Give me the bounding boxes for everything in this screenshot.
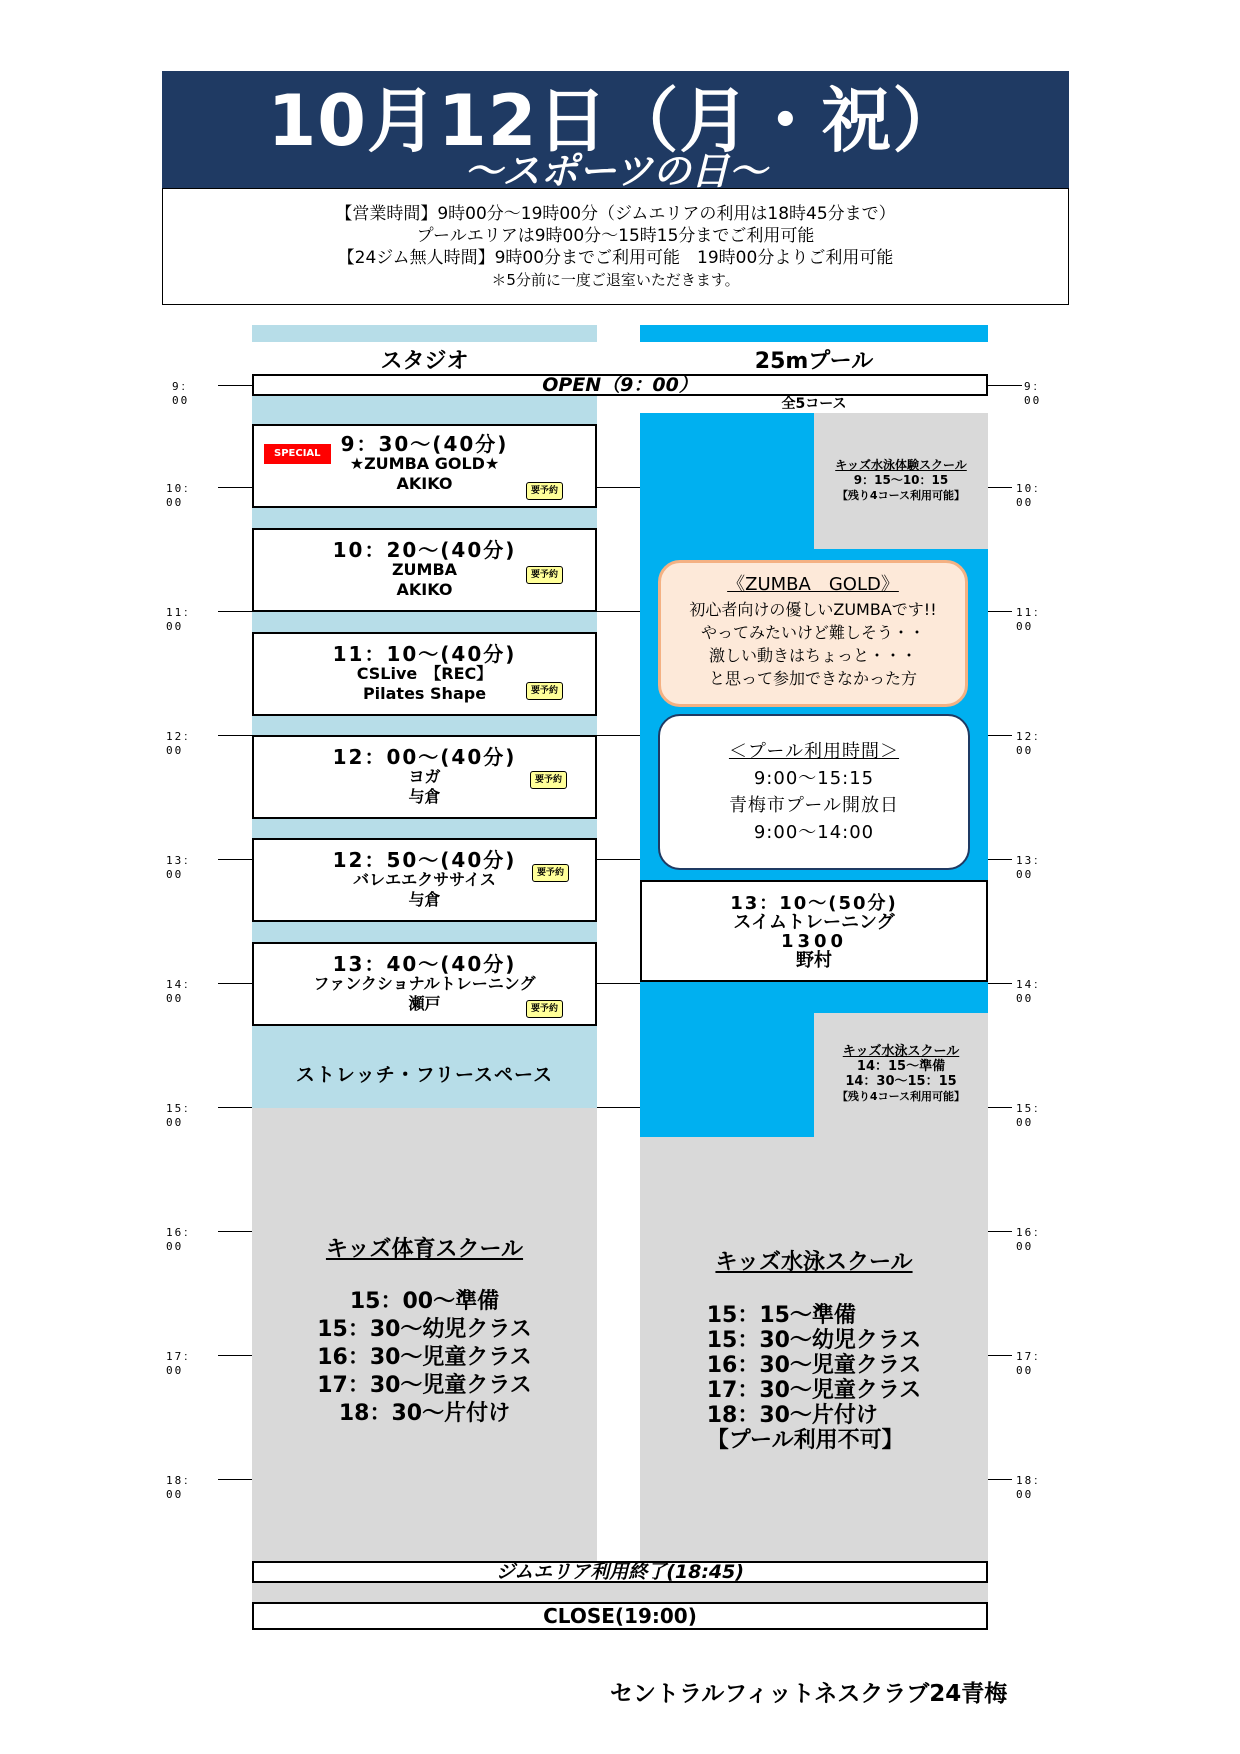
kids-swim-block: [640, 1250, 988, 1453]
reservation-badge: 要予約: [526, 566, 563, 584]
pool-head-bar: [640, 325, 988, 342]
kids-trial-time: 9：15～10：15: [853, 473, 949, 487]
class-instructor: 与倉: [408, 890, 441, 909]
zumba-gold-promo: [658, 560, 968, 707]
class-box-functional[interactable]: [252, 942, 597, 1026]
info-line-1: 【営業時間】9時00分～19時00分（ジムエリアの利用は18時45分まで）: [335, 204, 896, 224]
tick-line: [218, 859, 252, 860]
class-time: 13：40～(40分): [332, 952, 517, 976]
tick-line: [218, 1479, 252, 1480]
class-time: 10：20～(40分): [332, 538, 517, 562]
business-hours-info: [162, 188, 1069, 305]
time-label: 12：00: [1016, 730, 1047, 757]
class-box-zumba-gold[interactable]: [252, 424, 597, 508]
kids-gym-line: 15：30～幼児クラス: [317, 1317, 532, 1342]
swim-time: 13：10～(50分): [730, 893, 898, 914]
class-instructor: 瀬戸: [408, 994, 441, 1013]
reservation-badge: 要予約: [530, 771, 567, 789]
studio-column-title: スタジオ: [380, 349, 469, 374]
promo-line: と思って参加できなかった方: [708, 669, 917, 688]
time-label: 12：00: [166, 730, 197, 757]
tick-line: [218, 1107, 252, 1108]
class-time: 12：00～(40分): [332, 745, 517, 769]
tick-line: [988, 1107, 1012, 1108]
swim-name: スイムトレーニング: [733, 912, 895, 933]
class-instructor: Pilates Shape: [362, 684, 487, 703]
class-name: ファンクショナルトレーニング: [313, 974, 536, 993]
class-instructor: AKIKO: [396, 474, 453, 493]
reservation-badge: 要予約: [532, 864, 569, 882]
time-label: 9：00: [1024, 380, 1046, 407]
tick-line: [988, 1479, 1012, 1480]
kids-gym-line: 18：30～片付け: [338, 1401, 511, 1426]
grid-line: [597, 983, 640, 984]
time-label: 10：00: [1016, 482, 1047, 509]
pool-hours-line: 青梅市プール開放日: [728, 795, 900, 816]
kids-swim-short-block: [814, 1044, 988, 1104]
kids-swim-line: 16：30～児童クラス: [706, 1353, 922, 1378]
grid-line: [597, 611, 640, 612]
kids-swim-line: 15：15～準備: [706, 1303, 856, 1328]
special-badge: SPECIAL: [264, 444, 331, 464]
pool-hours-title: ＜プール利用時間＞: [728, 741, 900, 762]
tick-line: [988, 1231, 1012, 1232]
swim-distance: 1300: [780, 931, 848, 952]
pool-lane-lower-left: [640, 1013, 814, 1137]
tick-line: [988, 1355, 1012, 1356]
kids-swim-title: キッズ水泳スクール: [715, 1250, 913, 1275]
reservation-badge: 要予約: [526, 482, 563, 500]
pool-column-title: 25mプール: [754, 349, 874, 374]
class-box-yoga[interactable]: [252, 735, 597, 819]
pool-hours-line: 9:00～15:15: [753, 768, 875, 789]
grid-line: [597, 735, 640, 736]
info-line-3: 【24ジム無人時間】9時00分までご利用可能 19時00分よりご利用可能: [337, 248, 894, 268]
class-name: ZUMBA: [391, 560, 458, 579]
class-time: 11：10～(40分): [332, 642, 517, 666]
kids-swim-line: 17：30～児童クラス: [706, 1378, 922, 1403]
grid-line: [597, 487, 640, 488]
time-label: 18：00: [1016, 1474, 1047, 1501]
tick-line: [988, 611, 1012, 612]
info-line-4: ＊5分前に一度ご退室いただきます。: [491, 271, 740, 289]
time-label: 11：00: [166, 606, 197, 633]
kids-swim-line: 15：30～幼児クラス: [706, 1328, 922, 1353]
time-label: 13：00: [1016, 854, 1047, 881]
time-label: 11：00: [1016, 606, 1047, 633]
promo-title: 《ZUMBA GOLD》: [727, 574, 899, 595]
time-label: 14：00: [166, 978, 197, 1005]
tick-line: [988, 735, 1012, 736]
class-time: 9：30～(40分): [340, 432, 509, 456]
time-label: 9：00: [172, 380, 194, 407]
tick-line: [218, 385, 252, 386]
kids-gym-line: 15：00～準備: [349, 1289, 500, 1314]
kids-swim-short-title: キッズ水泳スクール: [842, 1044, 960, 1059]
swim-instructor: 野村: [796, 950, 832, 971]
reservation-badge: 要予約: [526, 682, 563, 700]
header-banner: [162, 71, 1069, 193]
kids-trial-title: キッズ水泳体験スクール: [835, 458, 967, 472]
grid-line: [597, 859, 640, 860]
time-label: 17：00: [1016, 1350, 1047, 1377]
kids-gym-line: 16：30～児童クラス: [317, 1345, 532, 1370]
class-name: ヨガ: [408, 767, 441, 786]
pool-lane-mid: [640, 982, 988, 1013]
class-time: 12：50～(40分): [332, 848, 517, 872]
club-name: セントラルフィットネスクラブ24青梅: [610, 1681, 1008, 1707]
kids-swim-short-line: 14：15～準備: [856, 1059, 946, 1074]
page-title: 10月12日（月・祝）: [267, 80, 964, 162]
page-subtitle: ～スポーツの日～: [464, 149, 767, 193]
tick-line: [218, 611, 252, 612]
pool-hours-box: [658, 714, 970, 870]
grid-line: [597, 1107, 640, 1108]
closing-grey-strip: [252, 1580, 988, 1602]
kids-trial-block: [814, 458, 988, 503]
tick-line: [988, 983, 1012, 984]
time-label: 13：00: [166, 854, 197, 881]
tick-line: [988, 859, 1012, 860]
promo-line: やってみたいけど難しそう・・: [700, 623, 925, 642]
class-instructor: AKIKO: [396, 580, 453, 599]
open-band: OPEN（9：00）: [252, 374, 988, 396]
tick-line: [218, 487, 252, 488]
promo-line: 激しい動きはちょっと・・・: [708, 646, 917, 665]
time-label: 10：00: [166, 482, 197, 509]
kids-gym-line: 17：30～児童クラス: [317, 1373, 532, 1398]
tick-line: [988, 385, 1022, 386]
kids-trial-note: 【残り4コース利用可能】: [836, 489, 966, 502]
time-label: 14：00: [1016, 978, 1047, 1005]
time-label: 15：00: [166, 1102, 197, 1129]
pool-courses-label: 全5コース: [781, 396, 847, 412]
time-label: 15：00: [1016, 1102, 1047, 1129]
time-label: 17：00: [166, 1350, 197, 1377]
class-box-pilates[interactable]: [252, 632, 597, 716]
class-name: ★ZUMBA GOLD★: [349, 454, 500, 473]
class-box-zumba[interactable]: [252, 528, 597, 612]
tick-line: [988, 487, 1012, 488]
reservation-badge: 要予約: [526, 1000, 563, 1018]
class-instructor: 与倉: [408, 787, 441, 806]
kids-gym-block: [252, 1236, 597, 1428]
tick-line: [218, 735, 252, 736]
gym-end-band: ジムエリア利用終了(18:45): [252, 1561, 988, 1583]
class-box-ballet[interactable]: [252, 838, 597, 922]
class-box-swim-training[interactable]: [640, 880, 988, 982]
kids-swim-short-note: 【残り4コース利用可能】: [836, 1090, 966, 1103]
tick-line: [218, 1231, 252, 1232]
tick-line: [218, 1355, 252, 1356]
class-name: バレエエクササイス: [353, 870, 496, 889]
studio-head-bar: [252, 325, 597, 342]
promo-line: 初心者向けの優しいZUMBAです!!: [689, 600, 937, 619]
class-name: CSLive 【REC】: [356, 664, 493, 683]
time-label: 18：00: [166, 1474, 197, 1501]
kids-swim-line: 【プール利用不可】: [706, 1428, 904, 1453]
info-line-2: プールエリアは9時00分～15時15分までご利用可能: [416, 226, 815, 246]
time-label: 16：00: [166, 1226, 197, 1253]
kids-gym-title: キッズ体育スクール: [325, 1237, 524, 1262]
pool-hours-line: 9:00～14:00: [753, 822, 875, 843]
stretch-free-space: ストレッチ・フリースペース: [295, 1064, 554, 1086]
kids-swim-line: 18：30～片付け: [706, 1403, 878, 1428]
kids-swim-short-line: 14：30～15：15: [845, 1074, 957, 1089]
tick-line: [218, 983, 252, 984]
time-label: 16：00: [1016, 1226, 1047, 1253]
close-band: CLOSE(19:00): [252, 1602, 988, 1630]
